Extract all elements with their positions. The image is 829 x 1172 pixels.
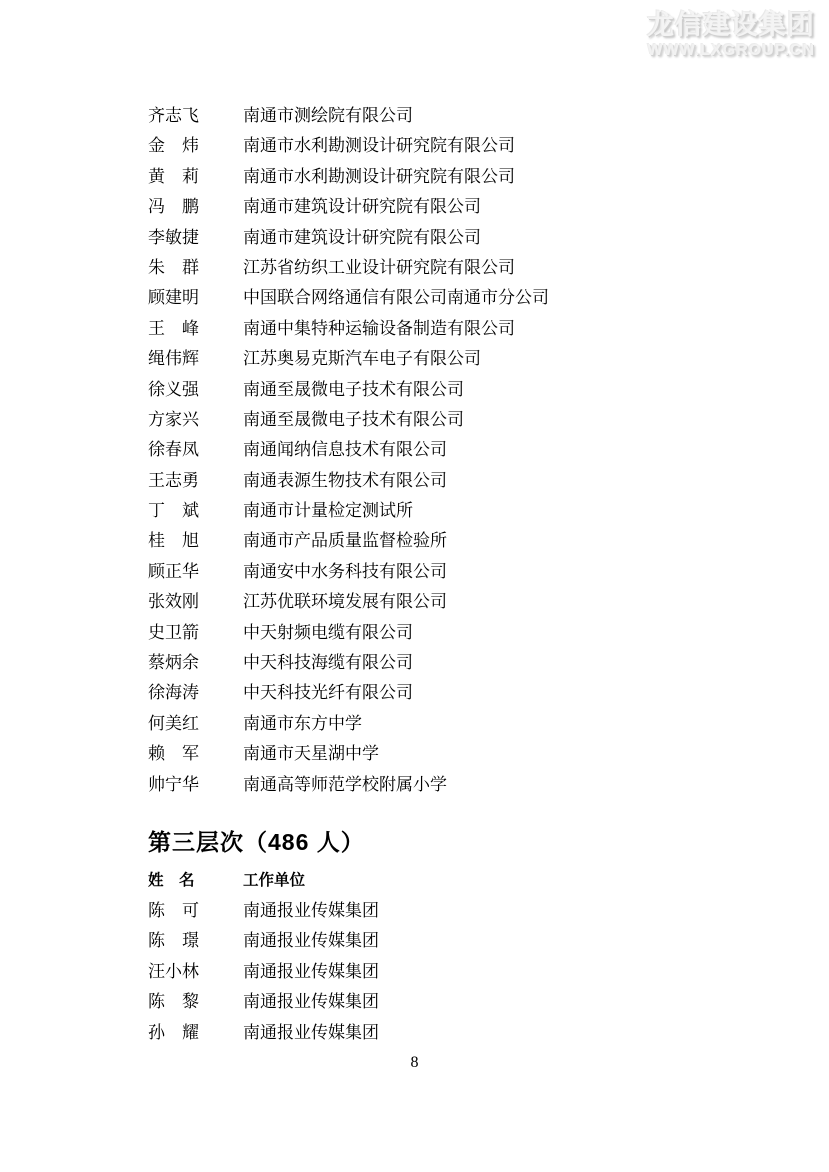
person-name: 顾正华 — [148, 561, 199, 581]
person-name: 徐海涛 — [148, 683, 199, 703]
table-row — [148, 987, 768, 1017]
watermark — [647, 10, 815, 59]
table-row — [148, 526, 768, 556]
person-name: 徐义强 — [148, 379, 199, 399]
table-row — [148, 223, 768, 253]
person-name: 汪小林 — [148, 961, 199, 981]
table-row — [148, 739, 768, 769]
person-name: 王 峰 — [148, 318, 199, 338]
roster-third-tier — [148, 896, 768, 1048]
person-name: 黄 莉 — [148, 166, 199, 186]
table-header — [148, 870, 768, 892]
person-name: 徐春凤 — [148, 440, 199, 460]
work-unit: 南通报业传媒集团 — [243, 1022, 379, 1042]
work-unit: 南通报业传媒集团 — [243, 900, 379, 920]
work-unit: 中国联合网络通信有限公司南通市分公司 — [243, 288, 549, 308]
table-row — [148, 896, 768, 926]
person-name: 齐志飞 — [148, 106, 199, 125]
person-name: 朱 群 — [148, 257, 199, 277]
work-unit: 中天科技光纤有限公司 — [243, 683, 413, 703]
work-unit: 江苏奥易克斯汽车电子有限公司 — [243, 349, 481, 369]
work-unit: 中天射频电缆有限公司 — [243, 622, 413, 642]
table-row — [148, 405, 768, 435]
person-name: 史卫箭 — [148, 622, 199, 642]
watermark-url: WWW.LXGROUP.CN — [647, 42, 815, 59]
table-row — [148, 1018, 768, 1048]
table-row — [148, 770, 768, 800]
work-unit: 南通市产品质量监督检验所 — [243, 531, 447, 551]
table-row — [148, 496, 768, 526]
watermark-logo-text: 龙信建设集团 — [647, 10, 815, 40]
table-row — [148, 587, 768, 617]
person-name: 赖 军 — [148, 744, 199, 764]
person-name: 绳伟辉 — [148, 349, 199, 369]
work-unit: 南通报业传媒集团 — [243, 992, 379, 1012]
work-unit: 南通表源生物技术有限公司 — [243, 470, 447, 490]
table-row — [148, 192, 768, 222]
person-name: 顾建明 — [148, 288, 199, 308]
table-row — [148, 131, 768, 161]
work-unit: 南通市建筑设计研究院有限公司 — [243, 197, 481, 217]
person-name: 孙 耀 — [148, 1022, 199, 1042]
person-name: 蔡炳余 — [148, 653, 199, 673]
work-unit: 南通闻纳信息技术有限公司 — [243, 440, 447, 460]
table-row — [148, 957, 768, 987]
table-row — [148, 709, 768, 739]
work-unit: 南通报业传媒集团 — [243, 931, 379, 951]
page-content — [148, 101, 768, 1048]
table-row — [148, 344, 768, 374]
column-header-company: 工作单位 — [243, 871, 306, 889]
table-row — [148, 648, 768, 678]
table-row — [148, 162, 768, 192]
person-name: 方家兴 — [148, 409, 199, 429]
person-name: 冯 鹏 — [148, 197, 199, 217]
work-unit: 南通市测绘院有限公司 — [243, 106, 413, 125]
person-name: 陈 可 — [148, 900, 199, 920]
work-unit: 南通市计量检定测试所 — [243, 501, 413, 521]
work-unit: 南通市天星湖中学 — [243, 744, 379, 764]
work-unit: 南通市水利勘测设计研究院有限公司 — [243, 166, 515, 186]
table-row — [148, 678, 768, 708]
work-unit: 中天科技海缆有限公司 — [243, 653, 413, 673]
person-name: 何美红 — [148, 713, 199, 733]
table-row — [148, 314, 768, 344]
person-name: 陈 璟 — [148, 931, 199, 951]
page-number: 8 — [410, 1054, 419, 1071]
work-unit: 江苏优联环境发展有限公司 — [243, 592, 447, 612]
table-row — [148, 618, 768, 648]
person-name: 丁 斌 — [148, 501, 199, 521]
person-name: 陈 黎 — [148, 992, 199, 1012]
table-row — [148, 926, 768, 956]
table-row — [148, 466, 768, 496]
person-name: 帅宁华 — [148, 774, 199, 794]
person-name: 王志勇 — [148, 470, 199, 490]
work-unit: 南通至晟微电子技术有限公司 — [243, 409, 464, 429]
work-unit: 南通高等师范学校附属小学 — [243, 774, 447, 794]
work-unit: 南通市东方中学 — [243, 713, 362, 733]
table-row — [148, 101, 768, 131]
table-row — [148, 283, 768, 313]
work-unit: 南通安中水务科技有限公司 — [243, 561, 447, 581]
work-unit: 南通报业传媒集团 — [243, 961, 379, 981]
person-name: 张效刚 — [148, 592, 199, 612]
table-row — [148, 557, 768, 587]
person-name: 桂 旭 — [148, 531, 199, 551]
table-row — [148, 253, 768, 283]
work-unit: 南通至晟微电子技术有限公司 — [243, 379, 464, 399]
person-name: 金 炜 — [148, 136, 199, 156]
work-unit: 南通中集特种运输设备制造有限公司 — [243, 318, 515, 338]
person-name: 李敏捷 — [148, 227, 199, 247]
roster-second-tier-continued — [148, 101, 768, 800]
column-header-name: 姓 名 — [148, 871, 195, 889]
work-unit: 南通市水利勘测设计研究院有限公司 — [243, 136, 515, 156]
work-unit: 江苏省纺织工业设计研究院有限公司 — [243, 257, 515, 277]
work-unit: 南通市建筑设计研究院有限公司 — [243, 227, 481, 247]
table-row — [148, 435, 768, 465]
table-row — [148, 375, 768, 405]
section-title-third-tier: 第三层次（486 人） — [148, 828, 365, 855]
